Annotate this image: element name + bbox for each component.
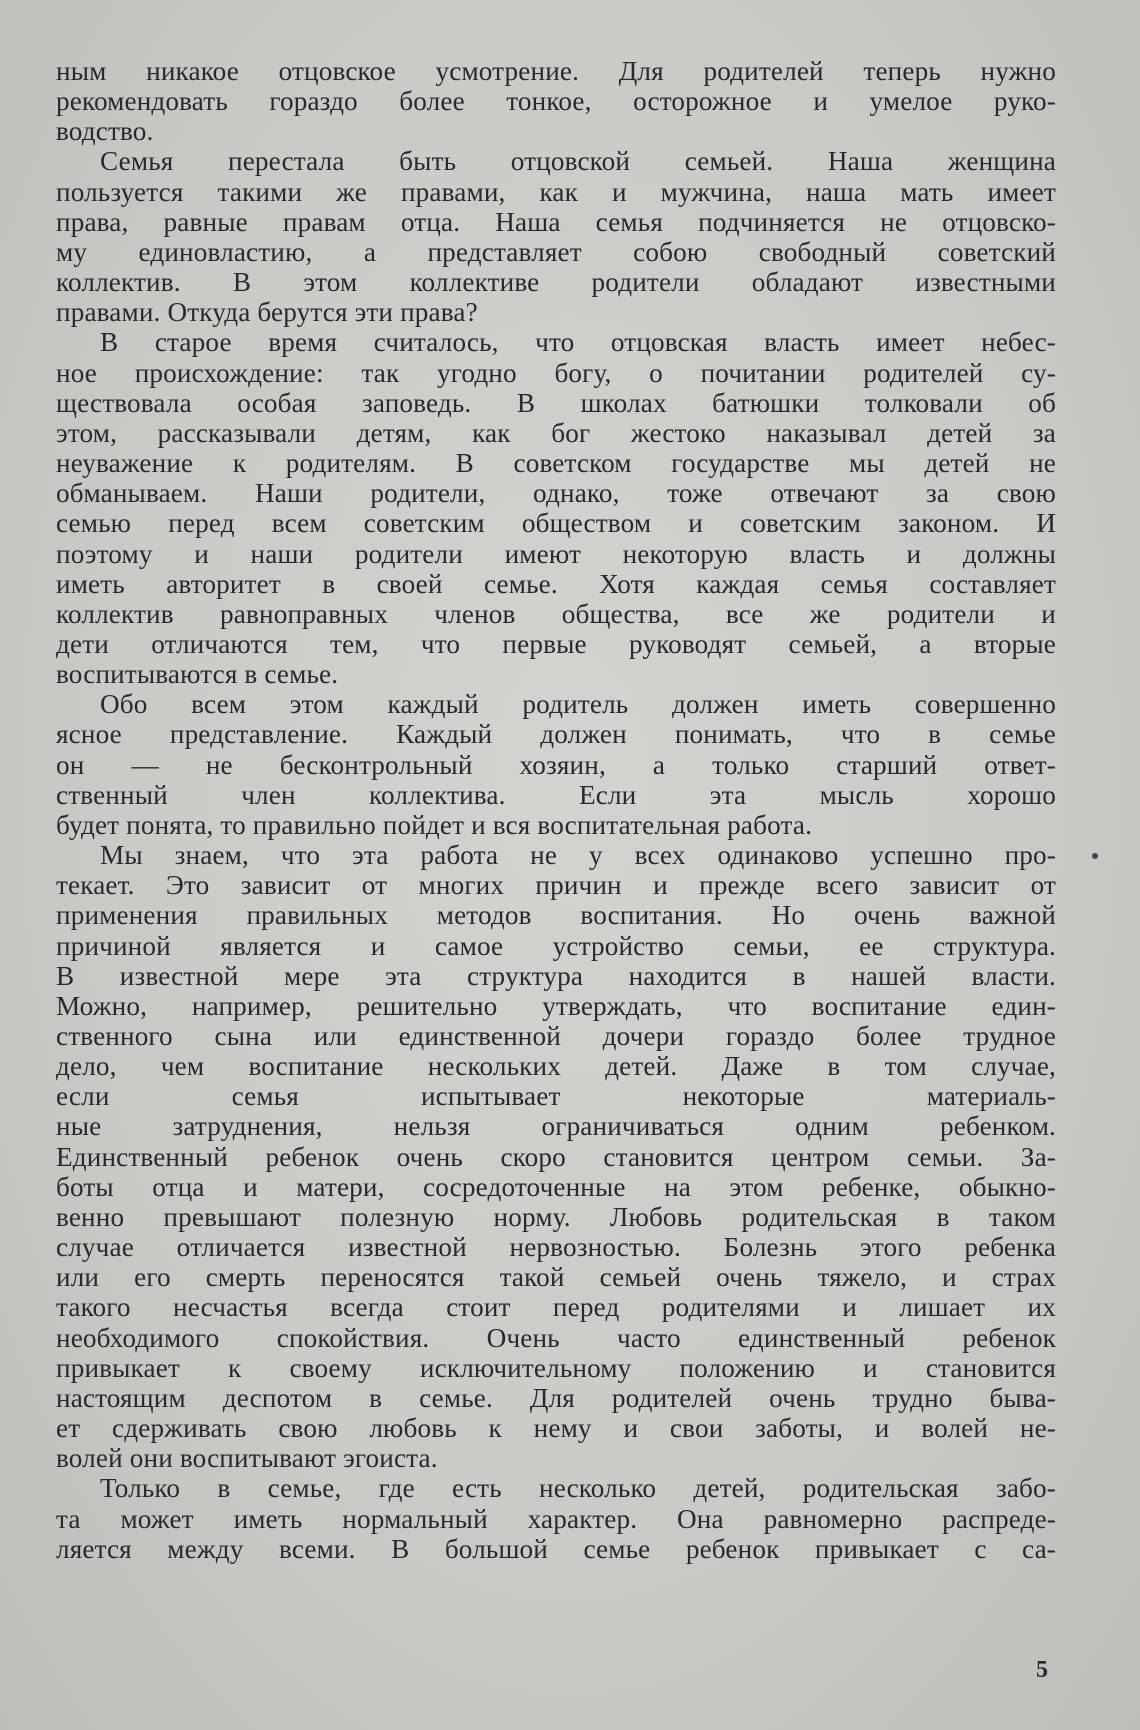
text-line: настоящим деспотом в семье. Для родителей очень трудно быва- <box>56 1382 1056 1413</box>
text-line: Обо всем этом каждый родитель должен иметь совершенно <box>100 689 1056 720</box>
text-line: этом, рассказывали детям, как бог жестоко наказывал детей за <box>56 417 1056 448</box>
text-line: боты отца и матери, сосредоточенные на этом ребенке, обыкно- <box>56 1171 1056 1202</box>
text-line: Можно, например, решительно утверждать, что воспитание един- <box>56 990 1056 1021</box>
text-line: воспитываются в семье. <box>56 659 339 690</box>
text-line: случае отличается известной нервозностью. Болезнь этого ребенка <box>56 1232 1056 1263</box>
text-line: неуважение к родителям. В советском государстве мы детей не <box>56 448 1056 479</box>
text-line: коллектив. В этом коллективе родители обладают известными <box>56 267 1056 298</box>
paragraph <box>56 840 1056 1473</box>
text-line: если семья испытывает некоторые материаль- <box>56 1081 1056 1112</box>
text-line: ные затруднения, нельзя ограничиваться одним ребенком. <box>56 1111 1056 1142</box>
text-line: будет понята, то правильно пойдет и вся воспитательная работа. <box>56 809 813 840</box>
text-line: му единовластию, а представляет собою свободный советский <box>56 236 1056 267</box>
text-line: привыкает к своему исключительному положению и становится <box>56 1352 1056 1383</box>
text-line: ляется между всеми. В большой семье ребенок привыкает с са- <box>56 1533 1056 1564</box>
text-line: ным никакое отцовское усмотрение. Для родителей теперь нужно <box>56 56 1056 86</box>
text-line: Мы знаем, что эта работа не у всех одинаково успешно про- <box>100 840 1056 871</box>
text-line: ясное представление. Каждый должен понимать, что в семье <box>56 719 1056 750</box>
text-line: такого несчастья всегда стоит перед родителями и лишает их <box>56 1292 1056 1323</box>
text-line: В старое время считалось, что отцовская власть имеет небес- <box>100 327 1056 358</box>
text-line: обманываем. Наши родители, однако, тоже отвечают за свою <box>56 478 1056 509</box>
body-text <box>56 56 1056 1564</box>
paragraph <box>56 1473 1056 1563</box>
text-line: дело, чем воспитание нескольких детей. Даже в том случае, <box>56 1051 1056 1082</box>
text-line: правами. Откуда берутся эти права? <box>56 297 478 328</box>
text-line: ет сдерживать свою любовь к нему и свои заботы, и волей не- <box>56 1413 1056 1444</box>
text-line: Единственный ребенок очень скоро становится центром семьи. За- <box>56 1141 1056 1172</box>
text-line: дети отличаются тем, что первые руководят семьей, а вторые <box>56 628 1056 659</box>
text-line: необходимого спокойствия. Очень часто единственный ребенок <box>56 1322 1056 1353</box>
text-line: водство. <box>56 116 154 147</box>
text-line: коллектив равноправных членов общества, все же родители и <box>56 598 1056 629</box>
paragraph <box>56 689 1056 840</box>
paragraph <box>56 327 1056 689</box>
text-line: та может иметь нормальный характер. Она равномерно распреде- <box>56 1503 1056 1534</box>
text-line: рекомендовать гораздо более тонкое, осторожное и умелое руко- <box>56 86 1056 117</box>
text-line: пользуется такими же правами, как и мужчина, наша мать имеет <box>56 176 1056 207</box>
text-line: или его смерть переносятся такой семьей очень тяжело, и страх <box>56 1262 1056 1293</box>
text-line: текает. Это зависит от многих причин и прежде всего зависит от <box>56 870 1056 901</box>
text-line: В известной мере эта структура находится в нашей власти. <box>56 960 1056 991</box>
text-line: волей они воспитывают эгоиста. <box>56 1443 438 1474</box>
text-line: он — не бесконтрольный хозяин, а только старший ответ- <box>56 749 1056 780</box>
text-line: ществовала особая заповедь. В школах батюшки толковали об <box>56 387 1056 418</box>
paragraph <box>56 146 1056 327</box>
text-line: Семья перестала быть отцовской семьей. Наша женщина <box>100 146 1056 177</box>
text-line: ное происхождение: так угодно богу, о почитании родителей су- <box>56 357 1056 388</box>
text-line: иметь авторитет в своей семье. Хотя каждая семья составляет <box>56 568 1056 599</box>
ink-speck <box>1092 853 1098 859</box>
text-line: применения правильных методов воспитания. Но очень важной <box>56 900 1056 931</box>
text-line: ственный член коллектива. Если эта мысль хорошо <box>56 779 1056 810</box>
text-line: причиной является и самое устройство семьи, ее структура. <box>56 930 1056 961</box>
text-line: поэтому и наши родители имеют некоторую власть и должны <box>56 538 1056 569</box>
text-line: права, равные правам отца. Наша семья подчиняется не отцовско- <box>56 206 1056 237</box>
page-number: 5 <box>1036 1657 1048 1683</box>
text-line: Только в семье, где есть несколько детей, родительская забо- <box>100 1473 1056 1504</box>
text-line: семью перед всем советским обществом и советским законом. И <box>56 508 1056 539</box>
text-line: венно превышают полезную норму. Любовь родительская в таком <box>56 1201 1056 1232</box>
paragraph <box>56 56 1056 146</box>
text-line: ственного сына или единственной дочери гораздо более трудное <box>56 1021 1056 1051</box>
